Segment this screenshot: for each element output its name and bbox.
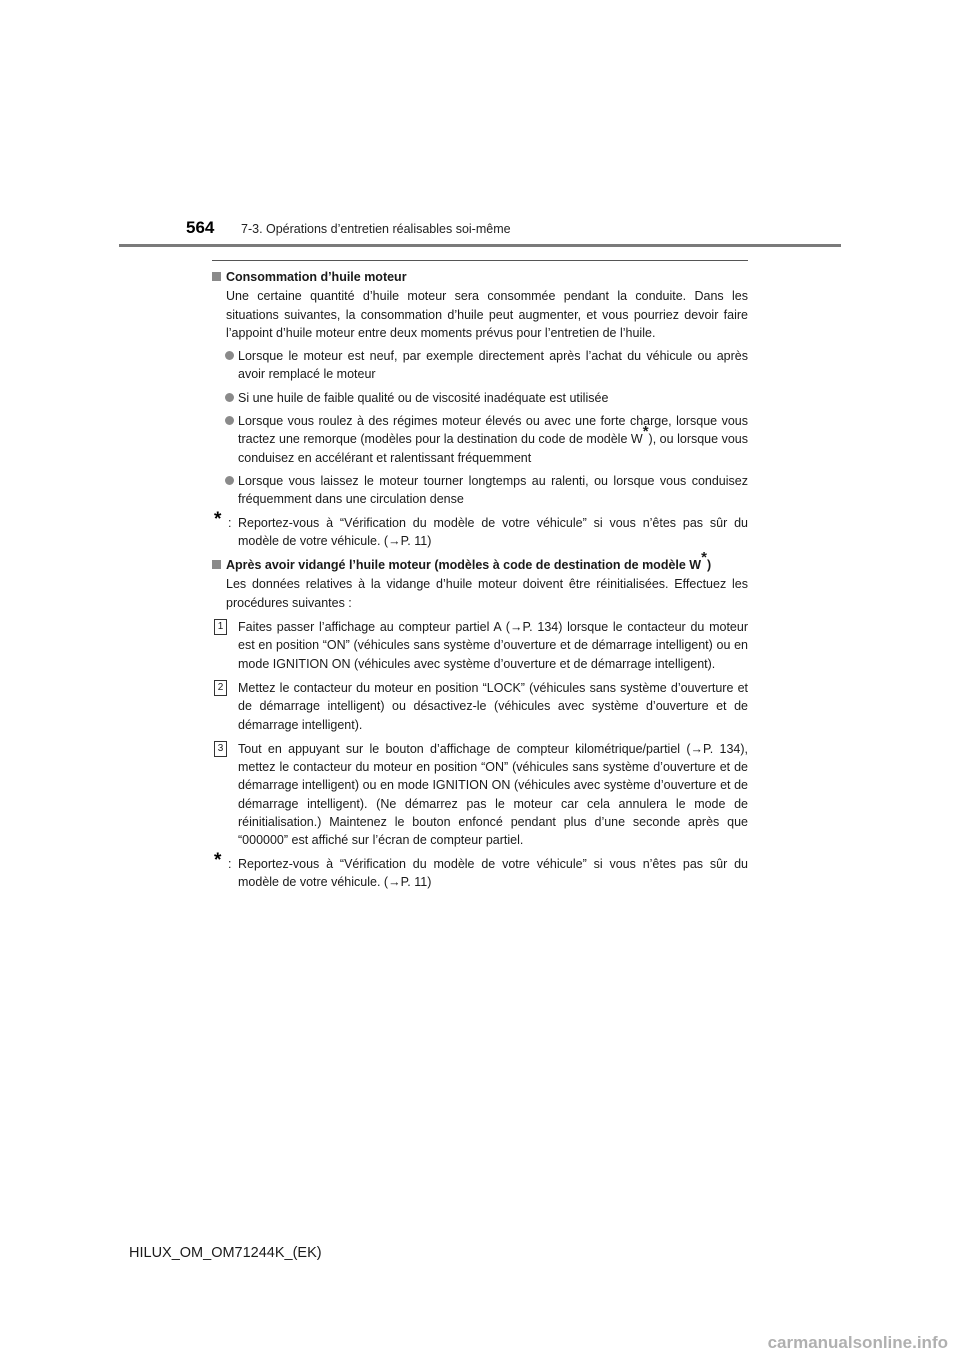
section-heading-oil-consumption <box>212 268 748 286</box>
square-bullet-icon <box>212 560 221 569</box>
asterisk-mark: * <box>701 549 707 566</box>
list-item <box>212 389 748 407</box>
footnote <box>212 849 748 892</box>
circle-bullet-icon <box>225 393 234 402</box>
step-text: Faites passer l’affichage au compteur partiel A (→P. 134) lorsque le contacteur du moteur est en position “ON” (véhicules sans système d’ouverture et de démarrage intelligent) ou en mode IGNITION ON (véhicules avec système d’ouverture et de démarrage intelligent). <box>238 620 748 671</box>
asterisk-mark: * <box>214 849 222 871</box>
list-item-text: Lorsque vous roulez à des régimes moteur élevés ou avec une forte charge, lorsque vous tractez une remorque (modèles pour la destination du code de modèle W <box>238 414 748 447</box>
procedure-step <box>212 618 748 673</box>
watermark: carmanualsonline.info <box>767 1333 948 1352</box>
step-number: 3 <box>214 741 227 757</box>
circle-bullet-icon <box>225 476 234 485</box>
step-number: 2 <box>214 680 227 696</box>
page-number: 564 <box>186 218 215 237</box>
list-item-text: Lorsque vous laissez le moteur tourner longtemps au ralenti, ou lorsque vous conduisez fréquemment dans une circulation dense <box>238 473 748 507</box>
footnote-text: Reportez-vous à “Vérification du modèle de votre véhicule” si vous n’êtes pas sûr du modèle de votre véhicule. (→P. 11) <box>238 515 748 548</box>
footnote-colon: : <box>228 856 232 871</box>
header-rule <box>119 244 841 247</box>
step-number: 1 <box>214 619 227 635</box>
section-heading-after-oil-change <box>212 549 748 574</box>
procedure-step <box>212 740 748 850</box>
list-item-text: ), ou lorsque vous conduisez en accélérant et ralentissant fréquemment <box>238 432 748 465</box>
circle-bullet-icon <box>225 351 234 360</box>
page-content <box>212 268 748 891</box>
footnote-colon: : <box>228 515 232 530</box>
circle-bullet-icon <box>225 416 234 425</box>
footnote <box>212 508 748 551</box>
document-code: HILUX_OM_OM71244K_(EK) <box>129 1245 322 1261</box>
list-item-text: Si une huile de faible qualité ou de viscosité inadéquate est utilisée <box>238 390 609 405</box>
paragraph: Une certaine quantité d’huile moteur sera consommée pendant la conduite. Dans les situations suivantes, la consommation d’huile peut augmenter, et vous pourriez devoir faire l’appoint d’huile moteur entre deux moments prévus pour l’entretien de l’huile. <box>226 289 748 340</box>
heading-text: Consommation d’huile moteur <box>226 270 407 284</box>
procedure-step <box>212 679 748 734</box>
step-text: Mettez le contacteur du moteur en position “LOCK” (véhicules sans système d’ouverture et de démarrage intelligent) ou désactivez-le (véhicules avec système d’ouverture et de démarrage intelligent). <box>238 680 748 732</box>
content-rule <box>212 260 748 261</box>
list-item <box>212 412 748 467</box>
step-text: Tout en appuyant sur le bouton d’affichage de compteur kilométrique/partiel (→P. 134), mettez le contacteur du moteur en position “ON” (véhicules sans système d’ouverture et de démarrage intelligent) ou en mode IGNITION ON (véhicules avec système d’ouverture et de démarrage intelligent). (Ne démarrez pas le moteur car cela annulera le mode de réinitialisation.) Maintenez le bouton enfoncé pendant plus d’une seconde après que “000000” est affiché sur l’écran de compteur partiel. <box>238 741 748 848</box>
asterisk-mark: * <box>642 423 649 441</box>
list-item <box>212 347 748 384</box>
heading-text: ) <box>706 558 712 573</box>
list-item-text: Lorsque le moteur est neuf, par exemple directement après l’achat du véhicule ou après avoir remplacé le moteur <box>238 349 748 382</box>
list-item <box>212 472 748 509</box>
heading-text: Après avoir vidangé l’huile moteur (modèles à code de destination de modèle W <box>226 558 702 573</box>
paragraph: Les données relatives à la vidange d’huile moteur doivent être réinitialisées. Effectuez les procédures suivantes : <box>226 577 748 610</box>
asterisk-mark: * <box>214 508 222 530</box>
footnote-text: Reportez-vous à “Vérification du modèle de votre véhicule” si vous n’êtes pas sûr du modèle de votre véhicule. (→P. 11) <box>238 856 748 889</box>
square-bullet-icon <box>212 272 221 281</box>
section-title: 7-3. Opérations d’entretien réalisables soi-même <box>241 222 511 236</box>
